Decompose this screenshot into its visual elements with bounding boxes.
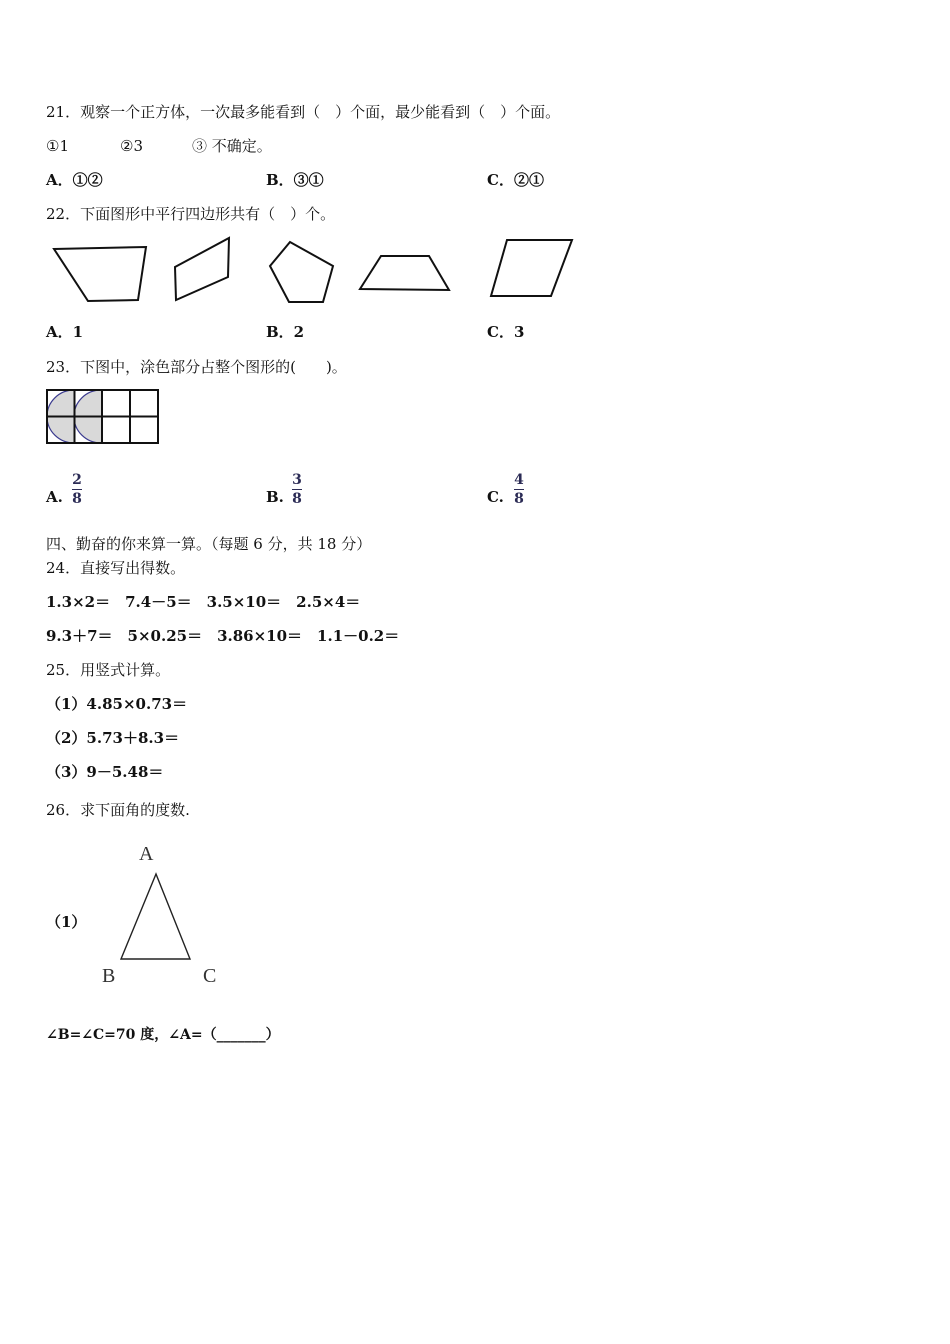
q22-shapes-figure [40,232,600,312]
fraction-numerator: 4 [514,472,524,488]
fraction-denominator: 8 [514,491,524,507]
trapezoid-shape [54,247,146,301]
vertex-label-a: A [139,843,154,865]
q26-sub-label: （1） [46,913,87,931]
q23-question: 23．下图中，涂色部分占整个图形的( )。 [46,358,347,376]
q23-option-a-label: A. [46,488,63,506]
q23-option-c-label: C. [487,488,504,506]
triangle-abc [121,874,190,959]
isosceles-trapezoid-shape [360,256,449,290]
parallelogram-shape-2 [491,240,572,296]
q25-item-3: （3）9－5.48＝ [46,763,164,781]
q23-grid-figure [46,389,160,445]
vertex-label-b: B [102,965,116,987]
q21-item-2: ②3 [120,137,143,155]
q23-option-c-fraction [514,472,524,507]
q21-item-3: ③ 不确定。 [192,137,272,155]
q21-option-a: A．①② [46,171,103,189]
triangle-figure [96,838,236,988]
fraction-numerator: 2 [72,472,82,488]
q22-option-c: C．3 [487,323,525,341]
pentagon-shape [270,242,333,302]
q23-option-b-fraction [292,472,302,507]
section-4-title: 四、勤奋的你来算一算。（每题 6 分，共 18 分） [46,535,372,553]
fraction-denominator: 8 [292,491,302,507]
q25-item-1: （1）4.85×0.73＝ [46,695,188,713]
q21-option-b: B．③① [266,171,324,189]
fraction-denominator: 8 [72,491,82,507]
q24-question: 24．直接写出得数。 [46,559,186,577]
q26-question: 26．求下面角的度数. [46,801,190,819]
q23-option-a-fraction [72,472,82,507]
q21-option-c: C．②① [487,171,544,189]
vertex-label-c: C [203,965,217,987]
q25-question: 25．用竖式计算。 [46,661,171,679]
q22-option-a: A．1 [46,323,84,341]
parallelogram-shape-1 [175,238,229,300]
q24-row-2: 9.3＋7＝ 5×0.25＝ 3.86×10＝ 1.1－0.2＝ [46,627,400,645]
q21-item-1: ①1 [46,137,69,155]
q25-item-2: （2）5.73＋8.3＝ [46,729,180,747]
q24-row-1: 1.3×2＝ 7.4－5＝ 3.5×10＝ 2.5×4＝ [46,593,361,611]
q21-question: 21．观察一个正方体，一次最多能看到（ ）个面，最少能看到（ ）个面。 [46,103,561,121]
q22-option-b: B．2 [266,323,305,341]
fraction-numerator: 3 [292,472,302,488]
q26-answer-line: ∠B=∠C=70 度，∠A=（_______） [46,1027,280,1043]
q23-option-b-label: B. [266,488,284,506]
q22-question: 22．下面图形中平行四边形共有（ ）个。 [46,205,336,223]
